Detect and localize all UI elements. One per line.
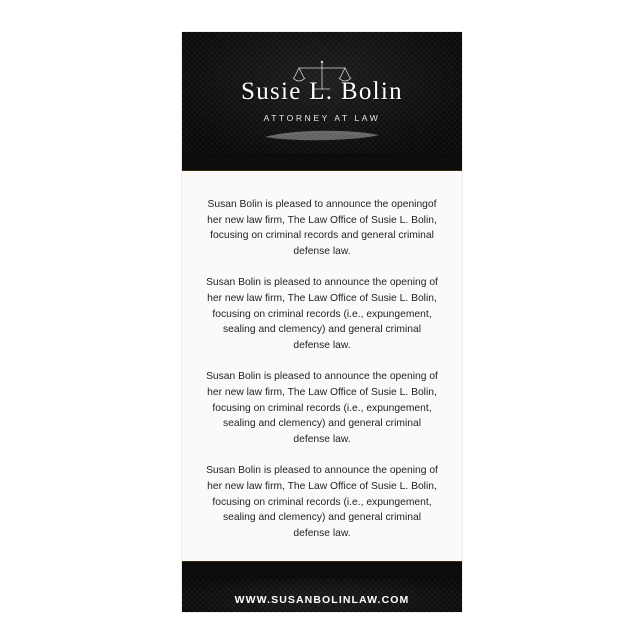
rack-card xyxy=(182,32,462,612)
gold-divider-top xyxy=(182,154,462,171)
announcement-paragraph: Susan Bolin is pleased to announce the opening of her new law firm, The Law Office of Susie L. Bolin, focusing on criminal records (i.e., expungement, sealing and clemency) and general criminal defense law. xyxy=(206,371,438,445)
website-url: WWW.SUSANBOLINLAW.COM xyxy=(234,594,410,607)
announcement-paragraph: Susan Bolin is pleased to announce the opening of her new law firm, The Law Office of Susie L. Bolin, focusing on criminal records (i.e., expungement, sealing and clemency) and general criminal defense law. xyxy=(206,465,438,539)
firm-tagline: ATTORNEY AT LAW xyxy=(263,112,381,123)
card-footer xyxy=(182,578,462,612)
gold-divider-bottom xyxy=(182,561,462,578)
announcement-paragraph: Susan Bolin is pleased to announce the openingof her new law firm, The Law Office of Susie L. Bolin, focusing on criminal records and general criminal defense law. xyxy=(207,199,437,257)
card-header xyxy=(182,32,462,154)
firm-name: Susie L. Bolin xyxy=(241,77,403,105)
announcement-paragraph: Susan Bolin is pleased to announce the opening of her new law firm, The Law Office of Susie L. Bolin, focusing on criminal records (i.e., expungement, sealing and clemency) and general criminal defense law. xyxy=(206,277,438,351)
swoosh-decoration-icon xyxy=(262,128,382,142)
card-body xyxy=(182,171,462,561)
